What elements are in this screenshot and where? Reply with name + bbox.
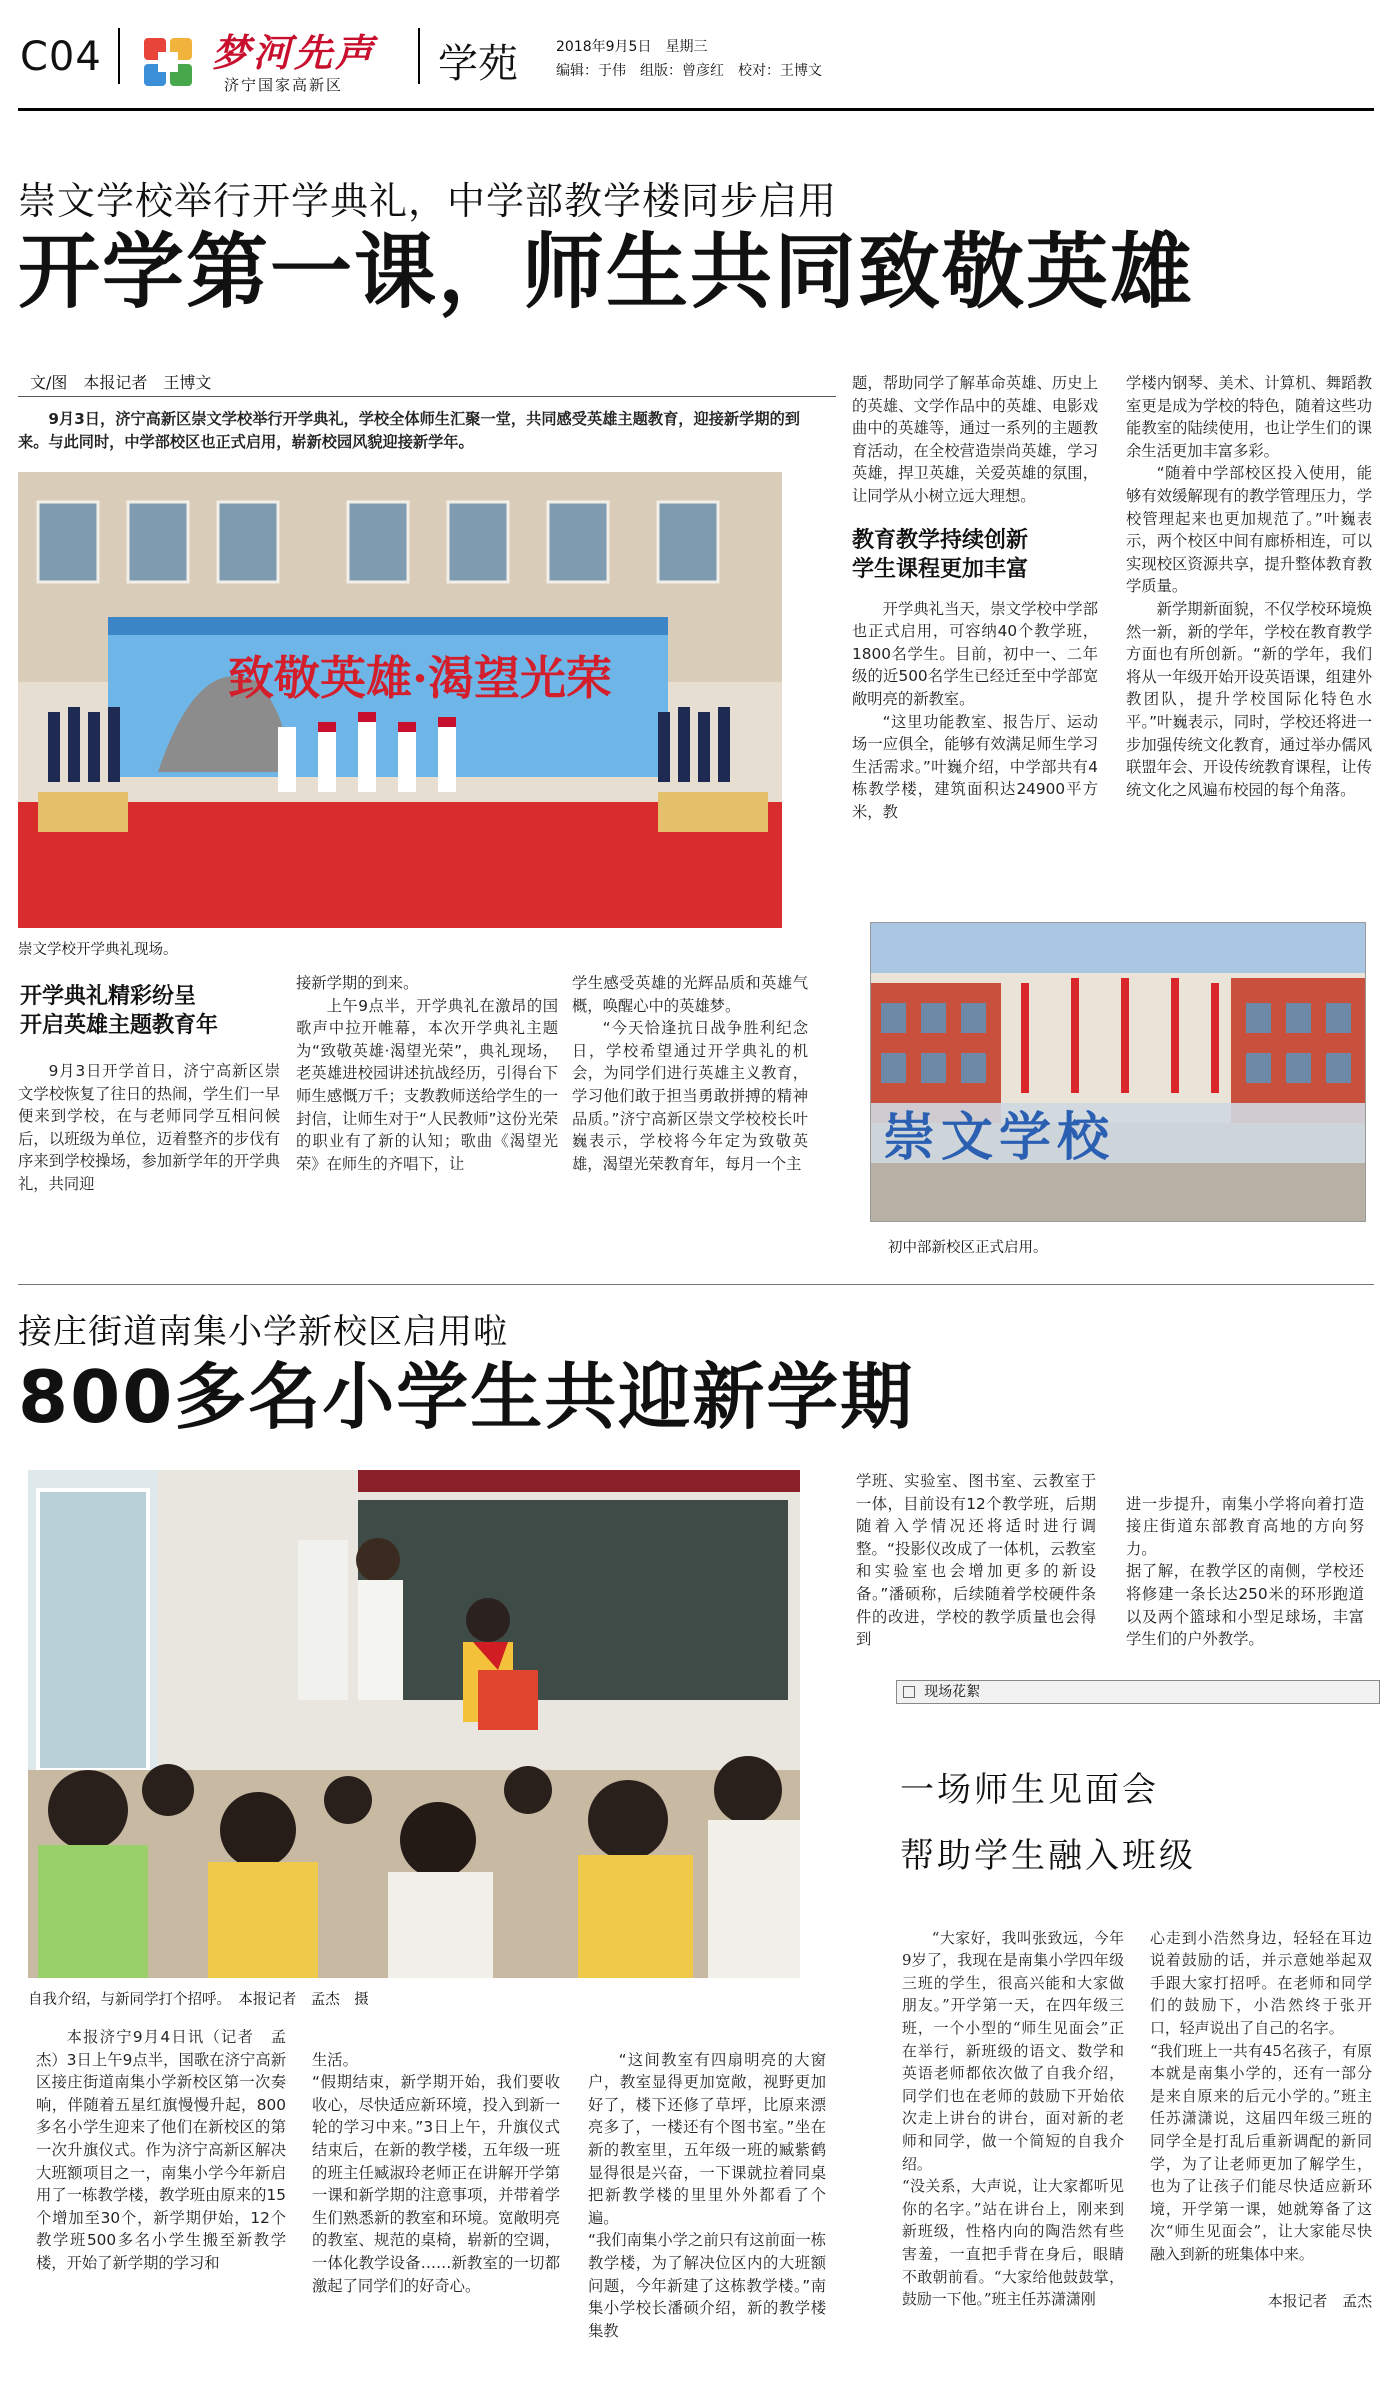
page-number: C04 [20, 34, 102, 80]
story1-subhead-2: 教育教学持续创新 学生课程更加丰富 [852, 527, 1029, 582]
story1-col-a-text: 9月3日开学首日，济宁高新区崇文学校恢复了往日的热闹，学生们一早便来到学校，在与老师同学互相问候后，以班级为单位，迈着整齐的步伐有序来到学校操场，参加新学年的开学典礼，共同迎 [18, 1062, 280, 1193]
story1-col-d-text-2: 开学典礼当天，崇文学校中学部也正式启用，可容纳40个教学班，1800名学生。目前，初中一、二年级的近500名学生已经迁至中学部宽敞明亮的新教室。 [852, 599, 1098, 708]
story3-col-a-text: “大家好，我叫张致远，今年9岁了，我现在是南集小学四年级三班的学生，很高兴能和大家做朋友。”开学第一天，在四年级三班，一个小型的“师生见面会”正在举行，新班级的语文、数学和英语老师都依次做了自我介绍，同学们也在老师的鼓励下开始依次走上讲台的讲台，面对新的老师和同学，做一个简短的自我介绍。 “没关系，大声说，让大家都听见你的名字。”站在讲台上，刚来到新班级，性格内向的陶浩然有些害羞，一直把手背在身后，眼睛不敢朝前看。“大家给他鼓鼓掌，鼓励一下他。”班主任苏潇潇刚 [902, 1928, 1124, 2309]
story1-byline: 文/图 本报记者 王博文 [30, 373, 212, 392]
issue-weekday: 星期三 [665, 39, 708, 55]
ceremony-photo-caption: 崇文学校开学典礼现场。 [18, 942, 178, 958]
issue-date-line [556, 36, 707, 56]
classroom-photo-caption: 自我介绍，与新同学打个招呼。 本报记者 孟杰 摄 [28, 1992, 369, 2008]
story1-col-b-text-1: 接新学期的到来。 [296, 974, 419, 992]
sidebar-tag-box [896, 1680, 1380, 1704]
campus-photo-caption: 初中部新校区正式启用。 [888, 1240, 1048, 1256]
story3-col-a [902, 1904, 1124, 2333]
story1-col-e-text-1: 学楼内钢琴、美术、计算机、舞蹈教室更是成为学校的特色，随着这些功能教室的陆续使用，也让学生们的课余生活更加丰富多彩。 [1126, 374, 1372, 460]
story2-col-a-text: 本报济宁9月4日讯（记者 孟杰）3日上午9点半，国歌在济宁高新区接庄街道南集小学新校区第一次奏响，伴随着五星红旗慢慢升起，800多名小学生迎来了他们在新校区的第一次升旗仪式。作为济宁高新区解决大班额项目之一，南集小学今年新启用了一栋教学楼，教学班由原来的15个增加至30个，新学期伊始，12个教学班500多名小学生搬至新教学楼，开始了新学期的学习和 [36, 2028, 286, 2272]
story1-col-e [1126, 372, 1372, 801]
sidebar-tag-label: 现场花絮 [924, 1684, 981, 1700]
paper-name: 梦河先声 [212, 30, 377, 75]
story1-kicker: 崇文学校举行开学典礼，中学部教学楼同步启用 [18, 179, 838, 223]
edit-credits: 编辑：于伟 组版：曾彦红 校对：王博文 [556, 63, 822, 79]
story3-col-b [1150, 1904, 1372, 2335]
story3-byline: 本报记者 孟杰 [1267, 2292, 1372, 2311]
story2-col-b [312, 2026, 560, 2320]
story2-col-c-text: “这间教室有四扇明亮的大窗户，教室显得更加宽敞，视野更加好了，楼下还修了草坪，比原来漂亮多了，一楼还有个图书室。”坐在新的教室里，五年级一班的臧紫鹤显得很是兴奋，一下课就拉着同桌把新教学楼的里里外外都看了个遍。 “我们南集小学之前只有这前面一栋教学楼，为了解决位区内的大班额问题，今年新建了这栋教学楼。”南集小学校长潘硕介绍，新的教学楼集教 [588, 2050, 826, 2340]
campus-photo [870, 922, 1366, 1222]
story2-col-b-text: 生活。 “假期结束，新学期开始，我们要收收心，尽快适应新环境，投入到新一轮的学习中来。”3日上午，升旗仪式结束后，在新的教学楼，五年级一班的班主任臧淑玲老师正在讲解开学第一课和新学期的注意事项，并带着学生们熟悉新的教室和环境。宽敞明亮的教室、规范的桌椅，崭新的空调，一体化教学设备……新教室的一切都激起了同学们的好奇心。 [312, 2050, 560, 2295]
story2-col-c [588, 2026, 826, 2365]
classroom-photo [28, 1470, 800, 1978]
masthead-divider-1 [118, 28, 120, 84]
paper-logo-icon [140, 34, 196, 90]
masthead-divider-2 [418, 28, 420, 84]
section-title: 学苑 [438, 41, 518, 87]
paper-subtitle: 济宁国家高新区 [224, 76, 344, 94]
byline-rule [18, 396, 836, 397]
story1-headline: 开学第一课，师生共同致敬英雄 [18, 225, 1195, 320]
story2-col-d [856, 1470, 1096, 1651]
story3-title-2: 帮助学生融入班级 [900, 1836, 1196, 1876]
story1-col-d-text-3: “这里功能教室、报告厅、运动场一应俱全，能够有效满足师生学习生活需求。”叶巍介绍，中学部共有4栋教学楼，建筑面积达24900平方米，教 [852, 712, 1098, 821]
story2-col-d-text: 学班、实验室、图书室、云教室于一体，目前设有12个教学班，后期随着入学情况还将适时进行调整。“投影仪改成了一体机，云教室和实验室也会增加更多的新设备。”潘硕称，后续随着学校硬件条件的改进，学校的教学质量也会得到 [856, 1472, 1096, 1649]
story1-lead-text: 9月3日，济宁高新区崇文学校举行开学典礼，学校全体师生汇聚一堂，共同感受英雄主题教育，迎接新学期的到来。与此同时，中学部校区也正式启用，崭新校园风貌迎接新学年。 [18, 410, 800, 451]
story1-col-c-text-2: “今天恰逢抗日战争胜利纪念日，学校希望通过开学典礼的机会，为同学们进行英雄主义教育，学习他们敢于担当勇敢拼搏的精神品质。”济宁高新区崇文学校校长叶巍表示，学校将今年定为致敬英雄，渴望光荣教育年，每月一个主 [572, 1019, 808, 1173]
story1-lead [18, 408, 800, 453]
story2-col-e [1126, 1470, 1364, 1673]
story1-col-d [852, 372, 1098, 824]
campus-sign-text: 崇文学校 [883, 1108, 1116, 1168]
story1-col-c [572, 972, 808, 1175]
tag-marker-icon [903, 1686, 915, 1698]
story2-kicker: 接庄街道南集小学新校区启用啦 [18, 1312, 508, 1352]
story3-col-b-text: 心走到小浩然身边，轻轻在耳边说着鼓励的话，并示意她举起双手跟大家打招呼。在老师和同学们的鼓励下，小浩然终于张开口，轻声说出了自己的名字。 “我们班上一共有45名孩子，有原本就是南集小学的，还有一部分是来自原来的后元小学的。”班主任苏潇潇说，这届四年级三班的同学全是打乱后重新调配的新同学，为了让老师更加了解学生，也为了让孩子们能尽快适应新环境，开学第一课，她就筹备了这次“师生见面会”，让大家能尽快融入到新的班集体中来。 [1150, 1928, 1372, 2263]
masthead-bottom-rule [18, 108, 1374, 111]
story1-col-e-text-3: 新学期新面貌，不仅学校环境焕然一新，新的学年，学校在教育教学方面也有所创新。“新的学年，我们将从一年级开始开设英语课，组建外教团队，提升学校国际化特色水平。”叶巍表示，同时，学校还将进一步加强传统文化教育，通过举办儒风联盟年会、开设传统教育课程，让传统文化之风遍布校园的每个角落。 [1126, 599, 1372, 799]
story1-col-b [296, 972, 558, 1175]
story1-col-c-text-1: 学生感受英雄的光辉品质和英雄气概，唤醒心中的英雄梦。 [572, 974, 808, 1015]
story1-col-d-text-1: 题，帮助同学了解革命英雄、历史上的英雄、文学作品中的英雄、电影戏曲中的英雄等，通过一系列的主题教育活动，在全校营造崇尚英雄，学习英雄，捍卫英雄，关爱英雄的氛围，让同学从小树立远大理想。 [852, 374, 1098, 505]
story2-headline: 800多名小学生共迎新学期 [18, 1355, 915, 1439]
story1-col-a [18, 1060, 280, 1196]
story1-subhead-1: 开学典礼精彩纷呈 开启英雄主题教育年 [20, 984, 219, 1038]
story1-col-b-text-2: 上午9点半，开学典礼在激昂的国歌声中拉开帷幕，本次开学典礼主题为“致敬英雄·渴望光荣”，典礼现场，老英雄进校园讲述抗战经历，引得台下师生感慨万千；支教教师送给学生的一封信，让师生对于“人民教师”这份光荣的职业有了新的认知；歌曲《渴望光荣》在师生的齐唱下，让 [296, 996, 558, 1173]
ceremony-photo [18, 472, 782, 928]
ceremony-banner-text: 致敬英雄·渴望光荣 [228, 651, 613, 705]
story1-col-e-text-2: “随着中学部校区投入使用，能够有效缓解现有的教学管理压力，学校管理起来也更加规范了。”叶巍表示，两个校区中间有廊桥相连，可以实现校区资源共享，提升整体教育教学质量。 [1126, 464, 1372, 596]
story3-title-1: 一场师生见面会 [900, 1770, 1159, 1810]
story-separator [18, 1284, 1374, 1285]
story2-col-a [36, 2026, 286, 2275]
issue-date: 2018年9月5日 [556, 39, 652, 55]
story2-col-e-text: 进一步提升，南集小学将向着打造接庄街道东部教育高地的方向努力。 据了解，在教学区的南侧，学校还将修建一条长达250米的环形跑道以及两个篮球和小型足球场，丰富学生们的户外教学。 [1126, 1494, 1364, 1649]
